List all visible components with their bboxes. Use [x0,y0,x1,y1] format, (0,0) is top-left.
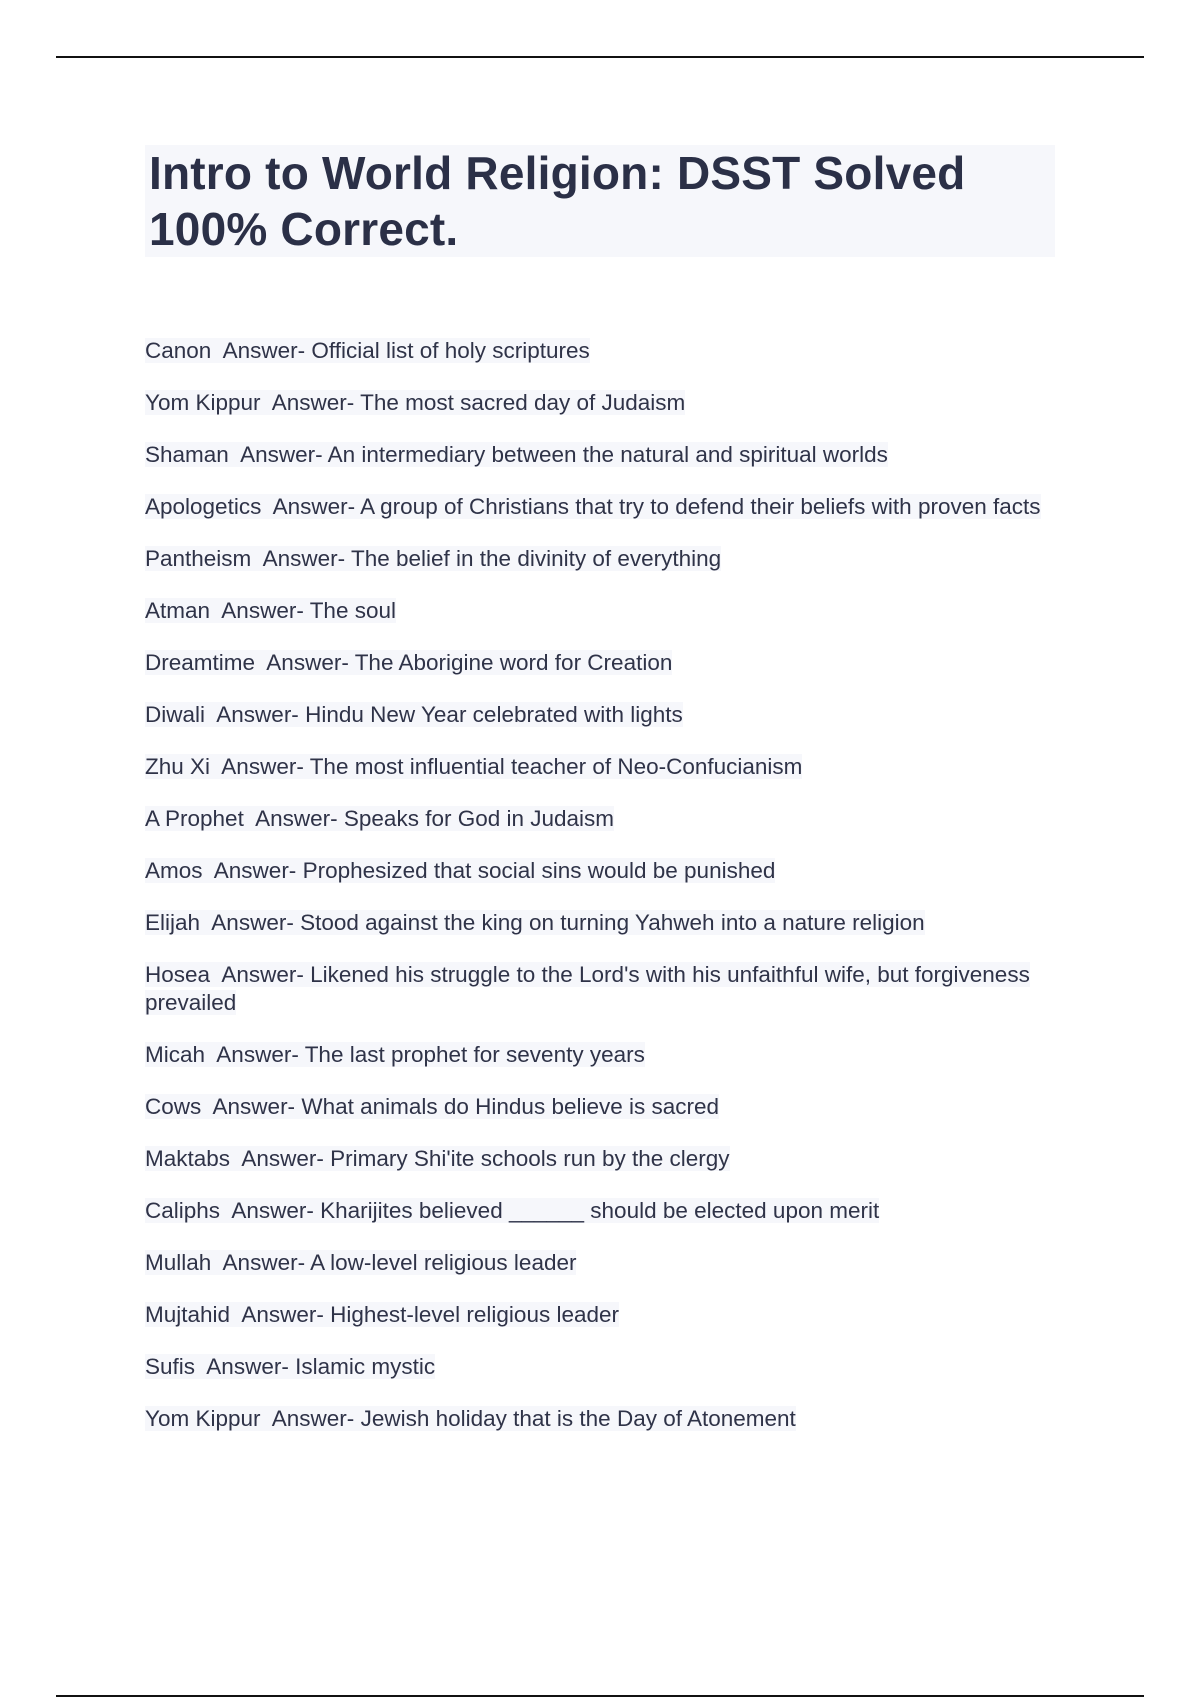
qa-answer-prefix: Answer- [221,962,304,987]
qa-answer: Islamic mystic [295,1354,436,1379]
qa-item [145,909,1065,937]
qa-item [145,1145,1065,1173]
qa-term: Elijah [145,910,201,935]
qa-term: Canon [145,338,212,363]
qa-item [145,597,1065,625]
qa-term: Cows [145,1094,202,1119]
qa-item [145,1093,1065,1121]
qa-item [145,805,1065,833]
qa-answer-prefix: Answer- [271,390,355,415]
qa-term: Diwali [145,702,206,727]
qa-term: Maktabs [145,1146,231,1171]
top-divider [56,56,1144,58]
qa-item [145,1249,1065,1277]
qa-answer-prefix: Answer- [216,1042,299,1067]
qa-term: Mujtahid [145,1302,231,1327]
qa-item [145,649,1065,677]
qa-term: Hosea [145,962,211,987]
qa-answer: Kharijites believed ______ should be elected upon merit [320,1198,880,1223]
qa-answer-prefix: Answer- [221,754,304,779]
qa-term: Atman [145,598,211,623]
qa-answer: The Aborigine word for Creation [354,650,673,675]
bottom-divider [56,1695,1144,1697]
qa-item [145,1041,1065,1069]
qa-answer: The most sacred day of Judaism [360,390,686,415]
qa-answer-prefix: Answer- [272,494,356,519]
qa-list [145,337,1065,1457]
qa-answer-prefix: Answer- [262,546,346,571]
qa-answer-prefix: Answer- [211,910,294,935]
qa-item [145,1405,1065,1433]
qa-answer-prefix: Answer- [240,442,323,467]
qa-item [145,389,1065,417]
qa-answer-prefix: Answer- [266,650,349,675]
qa-term: A Prophet [145,806,244,831]
title-block [145,145,1055,257]
qa-term: Amos [145,858,203,883]
qa-term: Apologetics [145,494,262,519]
qa-answer-prefix: Answer- [212,1094,296,1119]
qa-answer-prefix: Answer- [231,1198,314,1223]
qa-item [145,961,1065,1017]
qa-term: Zhu Xi [145,754,211,779]
qa-item [145,1301,1065,1329]
qa-answer: Hindu New Year celebrated with lights [305,702,683,727]
qa-term: Yom Kippur [145,1406,261,1431]
qa-term: Mullah [145,1250,212,1275]
qa-answer: The most influential teacher of Neo-Confucianism [309,754,803,779]
qa-term: Caliphs [145,1198,221,1223]
qa-answer-prefix: Answer- [241,1146,324,1171]
qa-answer-prefix: Answer- [222,338,306,363]
qa-answer: A low-level religious leader [310,1250,577,1275]
qa-answer: Jewish holiday that is the Day of Atonement [360,1406,796,1431]
qa-term: Pantheism [145,546,252,571]
qa-answer-prefix: Answer- [271,1406,355,1431]
qa-answer: Speaks for God in Judaism [343,806,615,831]
qa-term: Sufis [145,1354,196,1379]
qa-answer: Highest-level religious leader [330,1302,620,1327]
qa-term: Shaman [145,442,229,467]
qa-term: Dreamtime [145,650,256,675]
qa-answer-prefix: Answer- [216,702,299,727]
qa-answer-prefix: Answer- [241,1302,324,1327]
qa-answer: Official list of holy scriptures [311,338,590,363]
qa-answer: The belief in the divinity of everything [350,546,722,571]
qa-answer: An intermediary between the natural and spiritual worlds [327,442,888,467]
page-title: Intro to World Religion: DSST Solved 100% Correct. [149,147,966,255]
qa-item [145,701,1065,729]
qa-answer: Stood against the king on turning Yahweh into a nature religion [300,910,925,935]
qa-answer-prefix: Answer- [222,1250,306,1275]
qa-item [145,857,1065,885]
qa-answer-prefix: Answer- [206,1354,289,1379]
qa-item [145,753,1065,781]
qa-item [145,337,1065,365]
qa-answer: The last prophet for seventy years [304,1042,645,1067]
qa-term: Micah [145,1042,206,1067]
qa-item [145,441,1065,469]
qa-answer: What animals do Hindus believe is sacred [301,1094,720,1119]
qa-answer: Likened his struggle to the Lord's with his unfaithful wife, but forgiveness prevailed [145,962,1030,1015]
qa-answer: Primary Shi'ite schools run by the clergy [330,1146,730,1171]
qa-answer: Prophesized that social sins would be punished [302,858,776,883]
qa-answer-prefix: Answer- [221,598,304,623]
qa-item [145,1197,1065,1225]
qa-term: Yom Kippur [145,390,261,415]
qa-answer-prefix: Answer- [213,858,297,883]
qa-answer: A group of Christians that try to defend their beliefs with proven facts [360,494,1041,519]
qa-item [145,1353,1065,1381]
qa-item [145,545,1065,573]
qa-item [145,493,1065,521]
qa-answer: The soul [309,598,396,623]
qa-answer-prefix: Answer- [255,806,338,831]
